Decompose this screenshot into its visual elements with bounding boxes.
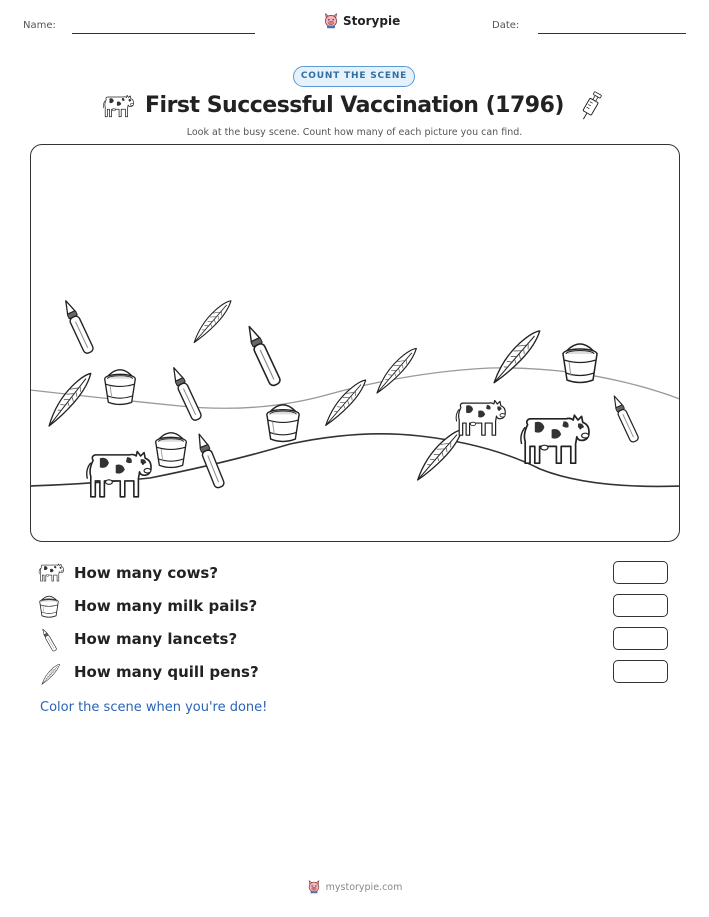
quill-pen-icon [489, 325, 542, 387]
date-field[interactable] [538, 33, 686, 34]
footer-url[interactable]: mystorypie.com [325, 881, 403, 893]
activity-badge: COUNT THE SCENE [293, 66, 415, 87]
answer-box-quill-pens[interactable] [613, 660, 668, 683]
question-row-quill-pens [38, 660, 678, 686]
date-label: Date: [492, 20, 520, 31]
question-text: How many quill pens? [74, 663, 259, 681]
cow-icon [456, 400, 505, 435]
footer [0, 880, 709, 894]
question-row-milk-pails [38, 594, 678, 620]
question-text: How many milk pails? [74, 597, 258, 615]
brand-name: Storypie [343, 14, 401, 28]
counting-scene [30, 144, 680, 542]
milk-pail-icon [563, 344, 597, 383]
question-row-cows [38, 561, 678, 587]
answer-box-cows[interactable] [613, 561, 668, 584]
question-text: How many cows? [74, 564, 219, 582]
lancet-icon [610, 394, 639, 443]
pig-mascot-icon [307, 880, 321, 894]
quill-pen-icon [373, 343, 419, 397]
page-title: First Successful Vaccination (1796) [145, 93, 564, 118]
scene-drawing [30, 144, 680, 542]
question-text: How many lancets? [74, 630, 238, 648]
quill-pen-icon [38, 660, 62, 688]
quill-pen-icon [44, 368, 93, 430]
milk-pail-icon [38, 594, 60, 618]
cow-icon [86, 451, 150, 496]
instructions: Look at the busy scene. Count how many of each picture you can find. [186, 127, 523, 138]
lancet-icon [169, 365, 202, 421]
cow-icon [520, 415, 588, 463]
lancet-icon [38, 627, 60, 653]
milk-pail-icon [155, 432, 186, 467]
lancet-icon [61, 298, 94, 354]
brand-logo [323, 13, 400, 29]
quill-pen-icon [321, 374, 367, 429]
milk-pail-icon [104, 369, 135, 404]
answer-box-lancets[interactable] [613, 627, 668, 650]
lancet-icon [194, 432, 225, 489]
milk-pail-icon [266, 404, 298, 441]
quill-pen-icon [190, 296, 233, 346]
lancet-icon [244, 324, 281, 387]
name-label: Name: [23, 20, 56, 31]
name-field[interactable] [72, 33, 255, 34]
pig-mascot-icon [323, 13, 339, 29]
color-instruction: Color the scene when you're done! [40, 700, 268, 715]
cow-icon [38, 561, 64, 583]
question-row-lancets [38, 627, 678, 653]
answer-box-milk-pails[interactable] [613, 594, 668, 617]
quill-pen-icon [413, 423, 464, 484]
